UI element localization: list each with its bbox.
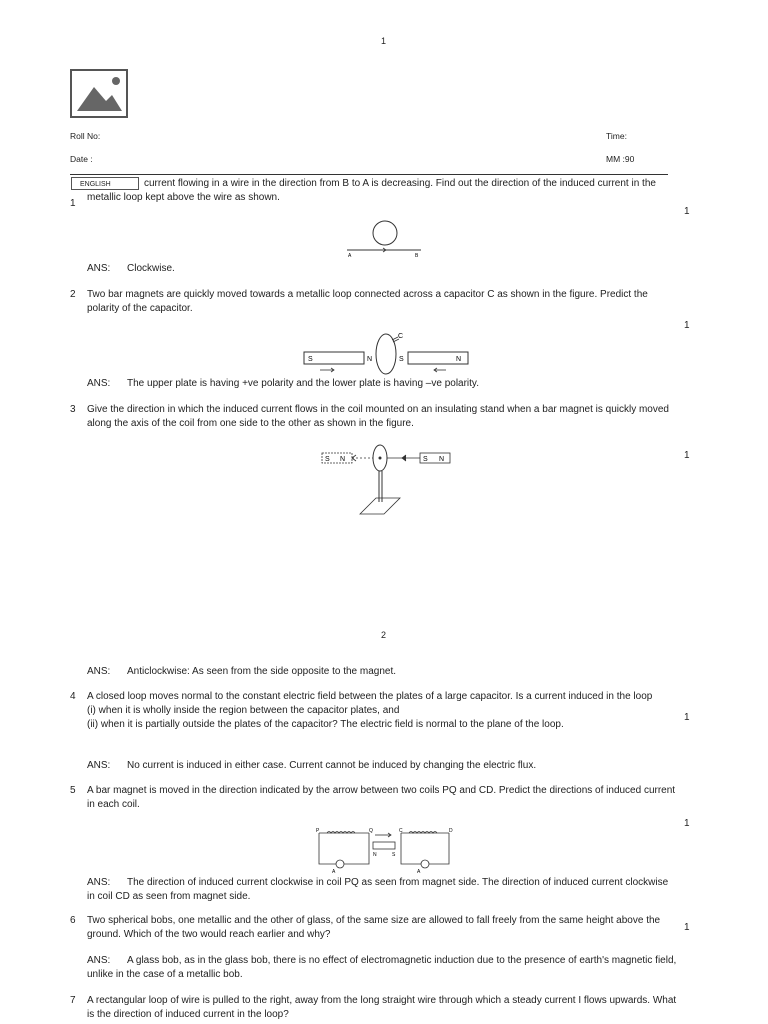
question-marks: 1	[684, 818, 690, 829]
figure-label: C	[398, 333, 404, 340]
question-number: 4	[70, 691, 76, 702]
figure-label: N	[456, 356, 462, 363]
question-text: current flowing in a wire in the direction from B to A is decreasing. Find out the direction of the induced current in the metallic loop kept above the wire as shown.	[87, 178, 656, 203]
question-marks: 1	[684, 450, 690, 461]
answer-label: ANS:	[87, 263, 111, 274]
figure-label: S	[308, 356, 313, 363]
figure-two-coils	[313, 826, 455, 877]
answer-text: No current is induced in either case. Current cannot be induced by changing the electric flux.	[127, 760, 537, 771]
figure-label: S	[392, 852, 396, 858]
answer-text: Clockwise.	[127, 263, 175, 274]
answer-row	[87, 876, 677, 904]
time-label: Time:	[606, 131, 627, 141]
answer-label: ANS:	[87, 378, 111, 389]
question-line: (ii) when it is partially outside the plates of the capacitor? The electric field is normal to the plane of the loop.	[87, 719, 564, 730]
answer-label: ANS:	[87, 955, 111, 966]
max-marks-label: MM :90	[606, 154, 635, 164]
figure-label: C	[399, 828, 403, 834]
question-text: Give the direction in which the induced current flows in the coil mounted on an insulating stand when a bar magnet is quickly moved along the axis of the coil from one side to the other as shown in the figure.	[87, 404, 669, 429]
question-number: 5	[70, 785, 76, 796]
question-line: A closed loop moves normal to the constant electric field between the plates of a large capacitor. Is a current induced in the loop	[87, 691, 653, 702]
figure-label: S	[325, 456, 330, 463]
figure-label: B	[415, 253, 419, 259]
figure-label: P	[316, 828, 320, 834]
page-number: 1	[381, 36, 387, 46]
figure-label: A	[332, 869, 336, 874]
answer-label: ANS:	[87, 760, 111, 771]
answer-row	[87, 377, 479, 391]
answer-row	[87, 954, 677, 982]
figure-label: Q	[369, 828, 373, 834]
question-marks: 1	[684, 712, 690, 723]
roll-no-label: Roll No:	[70, 131, 101, 141]
figure-label: N	[439, 456, 445, 463]
figure-label: A	[348, 253, 352, 259]
language-selector[interactable]: ENGLISH	[71, 177, 139, 190]
question-marks: 1	[684, 922, 690, 933]
question-number: 7	[70, 995, 76, 1006]
figure-magnets-capacitor	[300, 330, 472, 379]
answer-text: The direction of induced current clockwise in coil PQ as seen from magnet side. The direction of induced current clockwise in coil CD as seen from magnet side.	[87, 877, 669, 902]
question-line: (i) when it is wholly inside the region between the capacitor plates, and	[87, 705, 400, 716]
answer-row	[87, 759, 536, 773]
figure-loop-above-wire	[345, 217, 425, 262]
question-text	[87, 690, 677, 732]
question-number: 1	[70, 198, 76, 209]
question-text: Two bar magnets are quickly moved towards a metallic loop connected across a capacitor C as shown in the figure. Predict the polarity of the capacitor.	[87, 289, 648, 314]
question-marks: 1	[684, 320, 690, 331]
question-number: 3	[70, 404, 76, 415]
figure-label: N	[367, 356, 373, 363]
question-number: 6	[70, 915, 76, 926]
figure-label: D	[449, 828, 453, 834]
date-label: Date :	[70, 154, 93, 164]
question-marks: 1	[684, 206, 690, 217]
image-placeholder-icon	[70, 69, 128, 118]
figure-label: N	[373, 852, 377, 858]
answer-text: Anticlockwise: As seen from the side opposite to the magnet.	[127, 666, 397, 677]
page-number: 2	[381, 630, 387, 640]
answer-row	[87, 665, 396, 679]
question-text: Two spherical bobs, one metallic and the other of glass, of the same size are allowed to fall freely from the same height above the ground. Which of the two would reach earlier and why?	[87, 915, 661, 940]
figure-coil-on-stand	[318, 442, 454, 523]
figure-label: S	[423, 456, 428, 463]
question-number: 2	[70, 289, 76, 300]
answer-label: ANS:	[87, 877, 111, 888]
question-text: A bar magnet is moved in the direction indicated by the arrow between two coils PQ and CD. Predict the directions of induced current in each coil.	[87, 785, 676, 810]
figure-label: A	[417, 869, 421, 874]
figure-label: S	[399, 356, 404, 363]
question-text: A rectangular loop of wire is pulled to the right, away from the long straight wire through which a steady current I flows upwards. What is the direction of induced current in the loop?	[87, 995, 677, 1020]
header-divider	[70, 174, 668, 175]
answer-label: ANS:	[87, 666, 111, 677]
figure-label: N	[340, 456, 346, 463]
answer-text: The upper plate is having +ve polarity and the lower plate is having –ve polarity.	[127, 378, 479, 389]
answer-text: A glass bob, as in the glass bob, there is no effect of electromagnetic induction due to the presence of earth's magnetic field, unlike in the case of a metallic bob.	[87, 955, 677, 980]
answer-row	[87, 262, 175, 276]
